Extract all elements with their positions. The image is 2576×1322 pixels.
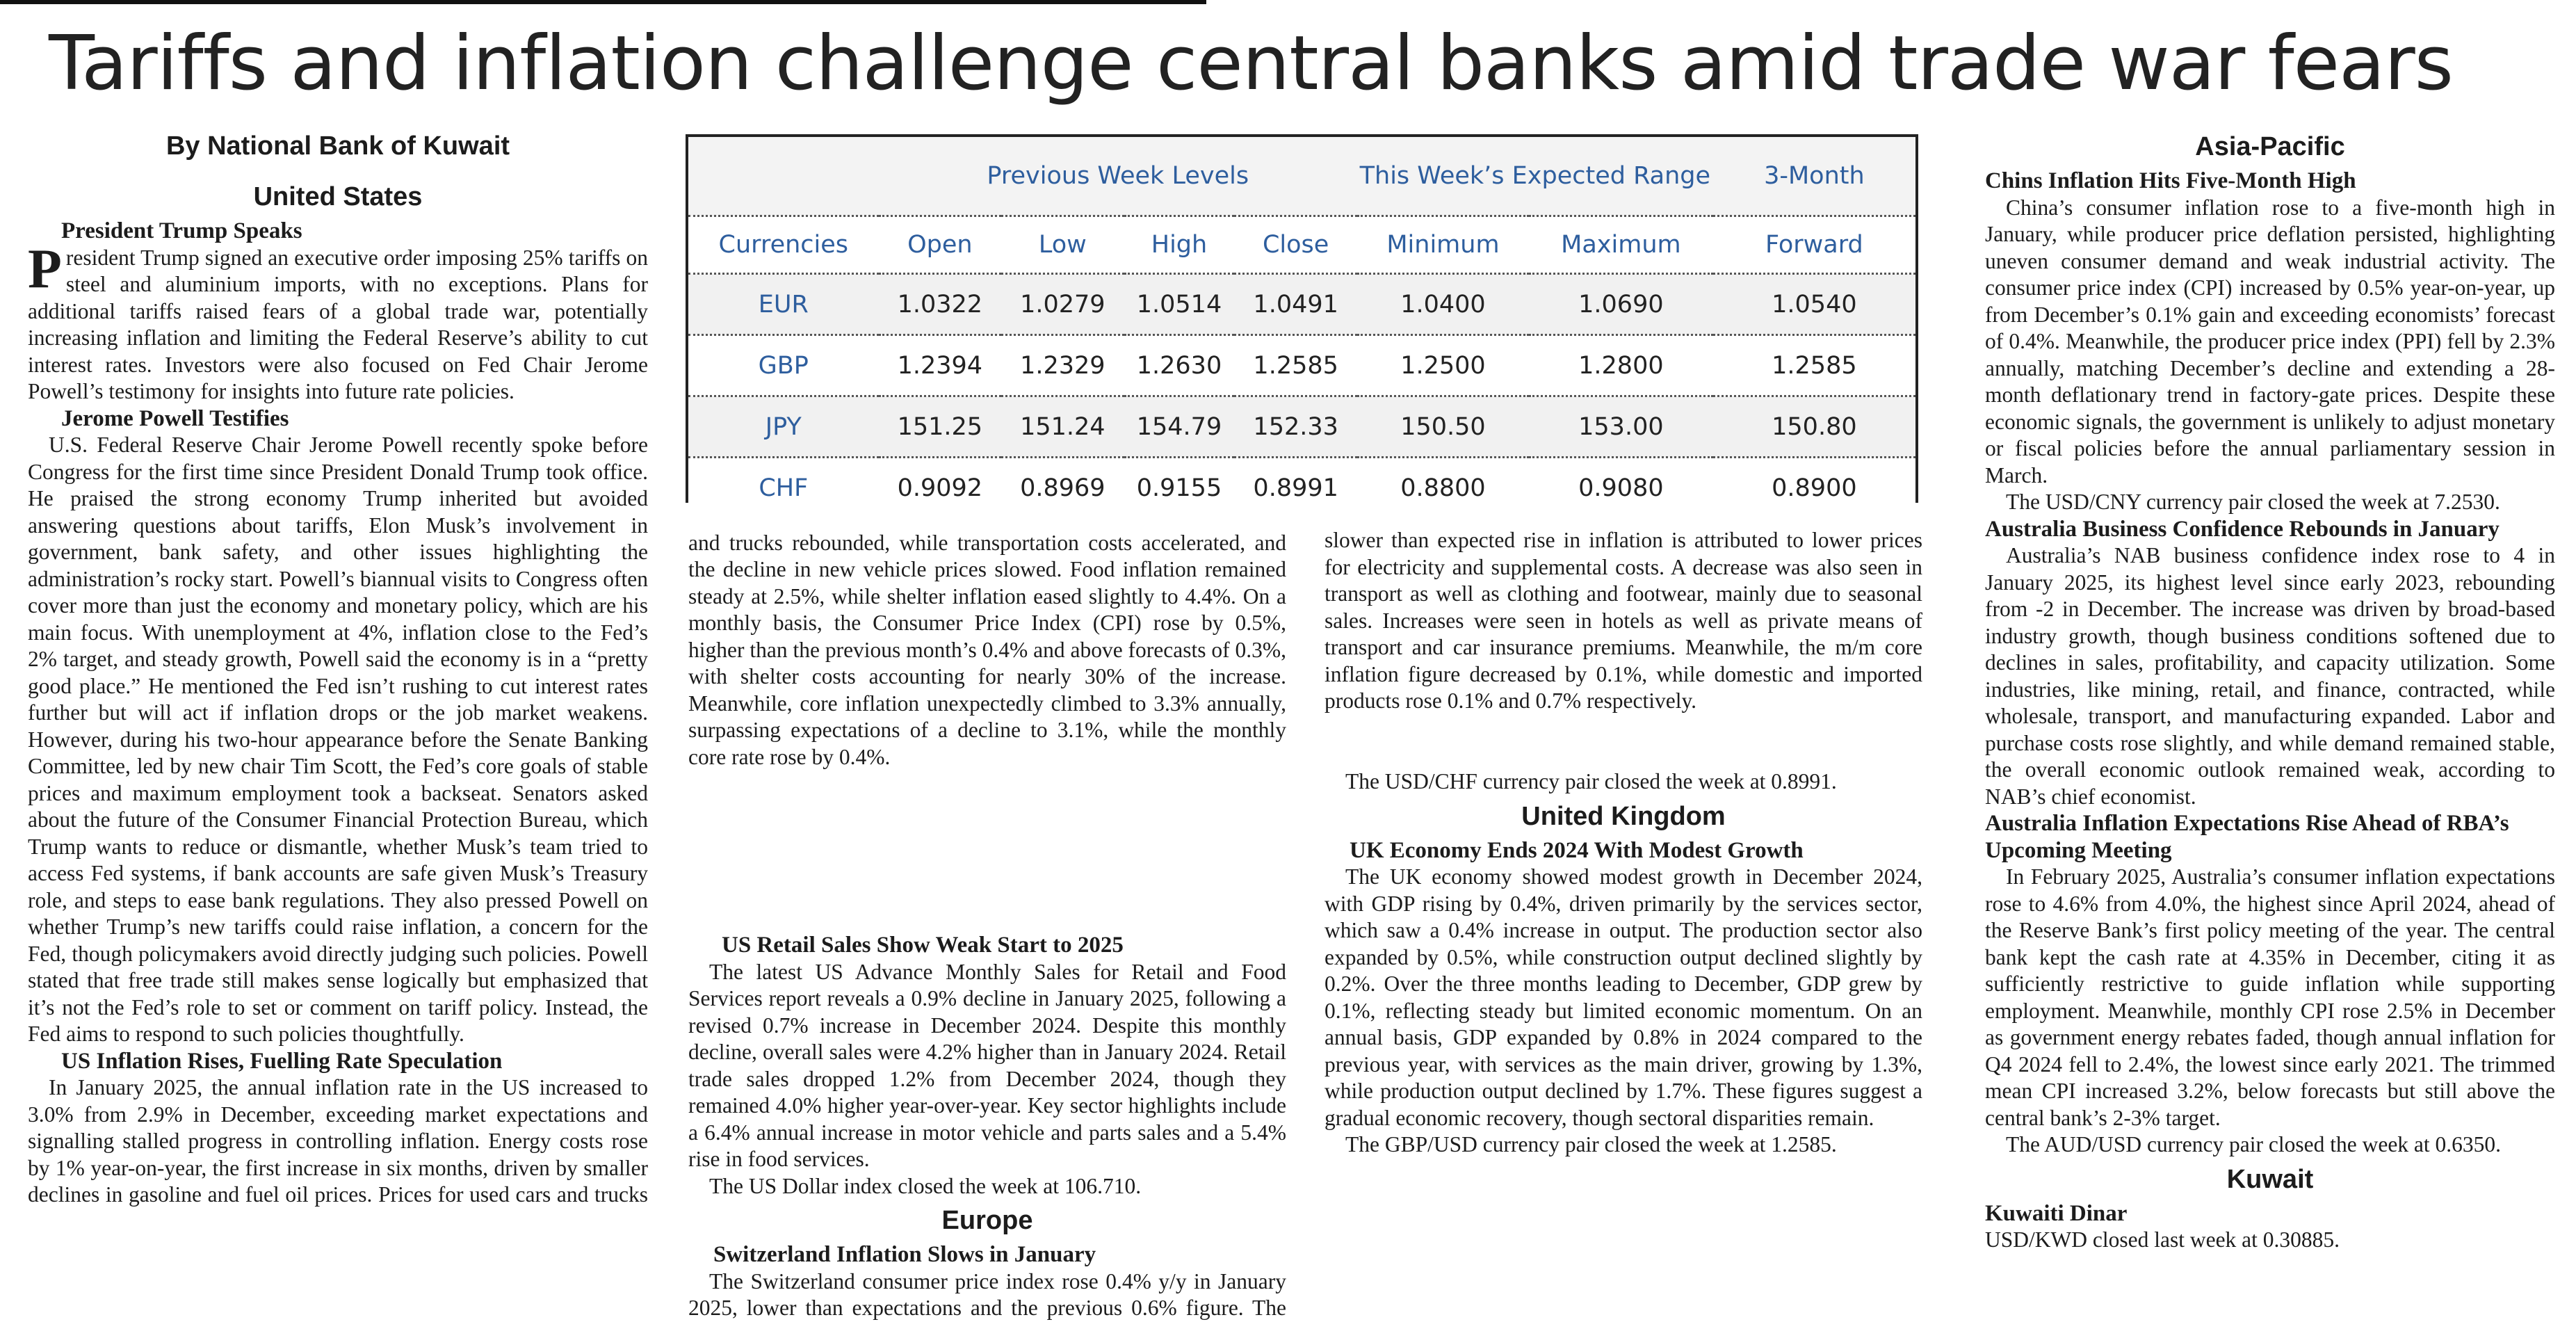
paragraph-australia-inflation: In February 2025, Australia’s consumer inflation expectations rose to 4.6% from 4.0%, the highest since April 2024, ahead of the Reserve Bank’s first policy meeting of the year. The central bank kept the cash rate at 4.35% in December, citing it as sufficiently restrictive to guide inflation while supporting employment. Meanwhile, monthly CPI rose 2.5% in December as government energy rebates faded, though annual inflation for Q4 2024 fell to 2.4%, the lowest since early 2021. The trimmed mean CPI increased 3.2%, below forecasts but still above the central bank’s 2-3% target. bbox=[1985, 864, 2555, 1130]
table-row bbox=[688, 458, 1915, 518]
cell: 0.9155 bbox=[1124, 458, 1235, 518]
paragraph-gbp-usd: The GBP/USD currency pair closed the week at 1.2585. bbox=[1345, 1132, 1837, 1156]
cell: 1.2329 bbox=[1001, 335, 1124, 396]
headline: Tariffs and inflation challenge central banks amid trade war fears bbox=[49, 20, 2453, 107]
paragraph-trump-speaks: President Trump signed an executive order imposing 25% tariffs on steel and aluminium imports, with no exceptions. Plans for additional tariffs raised fears of a global trade war, potentially increasing inflation and limiting the Federal Reserve’s ability to cut interest rates. Investors were also focused on Fed Chair Jerome Powell’s testimony for insights into future rate policies. bbox=[28, 238, 648, 403]
group-previous-week: Previous Week Levels bbox=[879, 137, 1357, 216]
subheading-us-retail-sales: US Retail Sales Show Weak Start to 2025 bbox=[722, 933, 1124, 958]
paragraph-usd-cny: The USD/CNY currency pair closed the week at 7.2530. bbox=[2006, 490, 2500, 514]
column-us-continued bbox=[688, 530, 1286, 1322]
subheading-australia-inflation: Australia Inflation Expectations Rise Ahead of RBA’s Upcoming Meeting bbox=[1985, 811, 2509, 863]
paragraph-dollar-index: The US Dollar index closed the week at 106.710. bbox=[709, 1173, 1142, 1198]
col-header: Currencies bbox=[688, 216, 879, 274]
cell: 1.2585 bbox=[1234, 335, 1357, 396]
subheading-china-inflation: Chins Inflation Hits Five-Month High bbox=[1985, 168, 2356, 193]
paragraph-china-inflation: China’s consumer inflation rose to a five-month high in January, while producer price deflation persisted, highlighting uneven consumer demand and weak industrial activity. The consumer price index (CPI) increased by 0.5% year-on-year, up from December’s 0.1% gain and exceeding economists’ forecast of 0.4%. Meanwhile, the producer price index (PPI) fell by 2.3% annually, matching December’s decline and extending a 28-month deflationary trend in factory-gate prices. Despite these economic signals, the government is unlikely to adjust monetary or fiscal policies before the annual parliamentary session in March. bbox=[1985, 195, 2555, 487]
paragraph-us-retail-sales: The latest US Advance Monthly Sales for Retail and Food Services report reveals a 0.9% decline in January 2025, following a revised 0.7% increase in December 2024. Despite this monthly decline, overall sales were 4.2% higher than in January 2024. Retail trade sales dropped 1.2% from December 2024, though they remained 4.0% higher year-over-year. Key sector highlights include a 6.4% annual increase in motor vehicle and parts sales and a 5.4% rise in food services. bbox=[688, 959, 1286, 1171]
subheading-australia-business: Australia Business Confidence Rebounds in January bbox=[1985, 516, 2500, 542]
col-header: Open bbox=[879, 216, 1002, 274]
cell: 1.2500 bbox=[1357, 335, 1529, 396]
table-row bbox=[688, 335, 1915, 396]
column-asia-kuwait bbox=[1985, 129, 2555, 1254]
cell: 1.0690 bbox=[1529, 274, 1713, 335]
col-header: Forward bbox=[1713, 216, 1915, 274]
cell: 1.0322 bbox=[879, 274, 1002, 335]
subheading-us-inflation: US Inflation Rises, Fuelling Rate Speculation bbox=[61, 1048, 503, 1074]
byline: By National Bank of Kuwait bbox=[165, 131, 510, 161]
paragraph-us-inflation-continued: and trucks rebounded, while transportation costs accelerated, and the decline in new vehicle prices slowed. Food inflation remained steady at 2.5%, while shelter inflation eased slightly to 4.4%. On a monthly basis, the Consumer Price Index (CPI) rose by 0.5%, higher than the previous month’s 0.4% and above forecasts of 0.3%, with shelter costs accounting for nearly 30% of the increase. Meanwhile, core inflation unexpectedly climbed to 3.3% annually, surpassing expectations of a decline to 3.1%, while the monthly core rate rose by 0.4%. bbox=[688, 530, 1286, 769]
col-header: Close bbox=[1234, 216, 1357, 274]
paragraph-us-inflation: In January 2025, the annual inflation rate in the US increased to 3.0% from 2.9% in December, exceeding market expectations and signalling stalled progress in controlling inflation. Energy costs rose by 1% year-on-year, the first increase in six months, driven by smaller declines in gasoline and fuel oil prices. Prices for used cars and trucks bbox=[28, 1075, 648, 1207]
section-title-united-kingdom: United Kingdom bbox=[1521, 801, 1726, 831]
cell: 1.2800 bbox=[1529, 335, 1713, 396]
paragraph-powell-testifies: U.S. Federal Reserve Chair Jerome Powell recently spoke before Congress for the first time since President Donald Trump took office. He praised the strong economy Trump inherited but avoided answering questions about tariffs, Elon Musk’s involvement in government, bank safety, and other issues highlighting the administration’s rocky start. Powell’s biannual visits to Congress often cover more than just the economy and monetary policy, which are his main focus. With unemployment at 4%, inflation close to the Fed’s 2% target, and steady growth, Powell said the economy is in a “pretty good place.” He mentioned the Fed isn’t rushing to cut interest rates further but will act if inflation drops or the job market weakens. However, during his two-hour appearance before the Senate Banking Committee, led by new chair Tim Scott, the Fed’s core goals of stable prices and maximum employment took a backseat. Senators asked about the future of the Consumer Financial Protection Bureau, which Trump wants to reduce or dismantle, whether Musk’s team tried to access Fed systems, if bank accounts are safe given Musk’s Treasury role, and steps to ease bank regulations. They also pressed Powell on whether Trump’s new tariffs could raise inflation, a concern for the Fed, though policymakers avoid directly judging such policies. Powell stated that free trade still makes sense logically but emphasized that it’s not the Fed’s role to set or comment on tariff policy. Instead, the Fed aims to respond to such policies thoughtfully. bbox=[28, 433, 648, 1046]
cell: 1.2630 bbox=[1124, 335, 1235, 396]
cell-currency: EUR bbox=[688, 274, 879, 335]
subheading-kuwaiti-dinar: Kuwaiti Dinar bbox=[1985, 1200, 2128, 1226]
column-united-states bbox=[28, 129, 648, 1208]
cell: 0.8991 bbox=[1234, 458, 1357, 518]
paragraph-swiss-inflation-continued: slower than expected rise in inflation is attributed to lower prices for electricity and supplemental costs. A decrease was also seen in transport as well as clothing and footwear, mainly due to seasonal sales. Increases were seen in hotels as well as private means of transport and car insurance premiums. Meanwhile, the m/m core inflation figure decreased by 0.1%, while domestic and imported products rose 0.1% and 0.7% respectively. bbox=[1325, 528, 1922, 713]
cell: 154.79 bbox=[1124, 396, 1235, 458]
cell: 1.2394 bbox=[879, 335, 1002, 396]
paragraph-usd-chf: The USD/CHF currency pair closed the week at 0.8991. bbox=[1345, 769, 1837, 793]
cell: 0.9080 bbox=[1529, 458, 1713, 518]
fx-table bbox=[686, 134, 1918, 503]
group-3-month: 3-Month bbox=[1713, 137, 1915, 216]
cell: 1.0400 bbox=[1357, 274, 1529, 335]
cell: 150.50 bbox=[1357, 396, 1529, 458]
group-expected-range: This Week’s Expected Range bbox=[1357, 137, 1713, 216]
table-row bbox=[688, 396, 1915, 458]
paragraph-usd-kwd: USD/KWD closed last week at 0.30885. bbox=[1985, 1227, 2340, 1252]
cell: 153.00 bbox=[1529, 396, 1713, 458]
cell: 0.8900 bbox=[1713, 458, 1915, 518]
column-europe-uk bbox=[1325, 527, 1922, 1159]
cell: 0.8969 bbox=[1001, 458, 1124, 518]
cell: 1.2585 bbox=[1713, 335, 1915, 396]
fx-column-header-row bbox=[688, 216, 1915, 274]
col-header: Maximum bbox=[1529, 216, 1713, 274]
section-title-united-states: United States bbox=[253, 182, 423, 211]
subheading-trump-speaks: President Trump Speaks bbox=[61, 218, 302, 243]
subheading-uk-economy: UK Economy Ends 2024 With Modest Growth bbox=[1350, 837, 1804, 863]
cell-currency: GBP bbox=[688, 335, 879, 396]
paragraph-aud-usd: The AUD/USD currency pair closed the week at 0.6350. bbox=[2006, 1132, 2502, 1156]
cell: 0.8800 bbox=[1357, 458, 1529, 518]
cell: 151.25 bbox=[879, 396, 1002, 458]
cell: 151.24 bbox=[1001, 396, 1124, 458]
section-title-asia-pacific: Asia-Pacific bbox=[2195, 132, 2345, 161]
drop-cap: P bbox=[28, 238, 62, 300]
subheading-powell-testifies: Jerome Powell Testifies bbox=[61, 405, 289, 431]
cell: 152.33 bbox=[1234, 396, 1357, 458]
cell-currency: JPY bbox=[688, 396, 879, 458]
subheading-swiss-inflation: Switzerland Inflation Slows in January bbox=[713, 1242, 1096, 1267]
section-title-europe: Europe bbox=[941, 1206, 1033, 1235]
cell: 1.0279 bbox=[1001, 274, 1124, 335]
cell: 1.0540 bbox=[1713, 274, 1915, 335]
col-header: Minimum bbox=[1357, 216, 1529, 274]
fx-table-grid bbox=[688, 137, 1915, 517]
cell-currency: CHF bbox=[688, 458, 879, 518]
top-rule bbox=[0, 0, 1206, 4]
col-header: High bbox=[1124, 216, 1235, 274]
fx-group-header-row bbox=[688, 137, 1915, 216]
table-row bbox=[688, 274, 1915, 335]
col-header: Low bbox=[1001, 216, 1124, 274]
cell: 150.80 bbox=[1713, 396, 1915, 458]
paragraph-uk-economy: The UK economy showed modest growth in December 2024, with GDP rising by 0.4%, driven primarily by the services sector, which saw a 0.4% increase in output. The production sector also expanded by 0.5%, while construction output declined slightly by 0.2%. Over the three months leading to December, GDP grew by 0.1%, reflecting steady but limited economic momentum. On an annual basis, GDP expanded by 0.8% in 2024 compared to the previous year, with services as the main driver, growing by 1.3%, while production output declined by 1.7%. These figures suggest a gradual economic recovery, though sectoral disparities remain. bbox=[1325, 864, 1922, 1130]
section-title-kuwait: Kuwait bbox=[2226, 1164, 2314, 1194]
cell: 0.9092 bbox=[879, 458, 1002, 518]
paragraph-swiss-inflation: The Switzerland consumer price index rose 0.4% y/y in January 2025, lower than expectations and the previous 0.6% figure. The bbox=[688, 1268, 1286, 1320]
cell: 1.0514 bbox=[1124, 274, 1235, 335]
paragraph-australia-business: Australia’s NAB business confidence index rose to 4 in January 2025, its highest level since early 2023, rebounding from -2 in December. The increase was driven by broad-based industry growth, though business conditions softened due to declines in sales, profitability, and capacity utilization. Some industries, like mining, retail, and finance, contracted, while wholesale, transport, and manufacturing expanded. Labor and purchase costs rose slightly, and while demand remained stable, the overall economic outlook remained weak, according to NAB’s chief economist. bbox=[1985, 543, 2555, 809]
cell: 1.0491 bbox=[1234, 274, 1357, 335]
